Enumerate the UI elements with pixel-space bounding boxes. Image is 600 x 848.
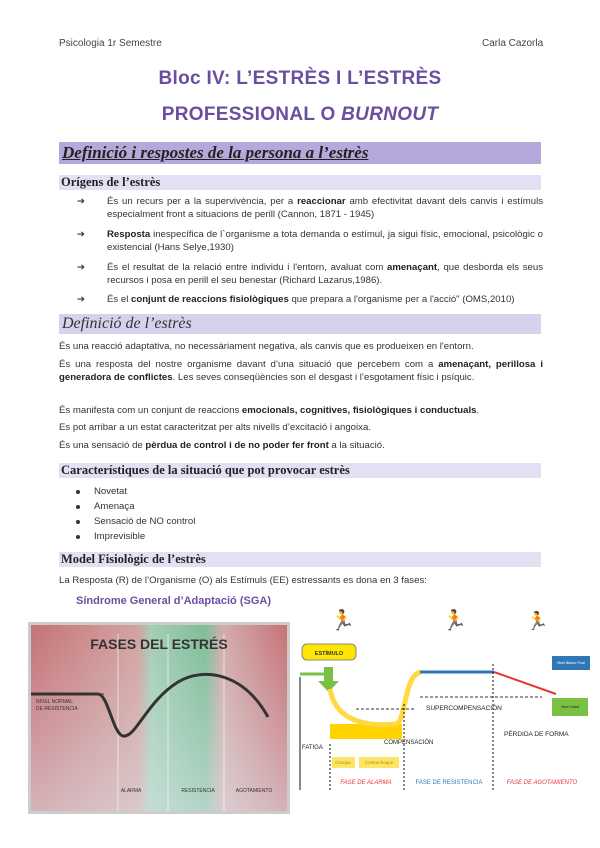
para-text: És manifesta com un conjunt de reaccions bbox=[59, 405, 242, 416]
subsection-model bbox=[59, 552, 541, 567]
fases-estres-figure bbox=[28, 622, 290, 814]
para-text: És una sensació de bbox=[59, 440, 146, 451]
origen-item bbox=[77, 261, 543, 288]
bullet-icon bbox=[76, 505, 80, 509]
header-left: Psicologia 1r Semestre bbox=[59, 38, 162, 49]
fatiga-label: FATIGA bbox=[302, 745, 323, 751]
section-definicio-respostes bbox=[59, 142, 541, 164]
sga-figure bbox=[296, 604, 592, 794]
item-text: És un recurs per a la supervivència, per a bbox=[107, 196, 298, 207]
item-text: És el resultat de la relació entre individu i l'entorn, avaluat com bbox=[107, 262, 387, 273]
definicio-paragraph bbox=[59, 358, 543, 385]
section-title: Definició i respostes de la persona a l’estrès bbox=[62, 143, 369, 162]
item-text: inespecífica de l`organisme a tota demanda o estímul, ja sigui físic, emocional, psicològic o existencial (Hans Selye,1930) bbox=[107, 229, 543, 254]
bullet-text: Sensació de NO control bbox=[94, 516, 196, 527]
header-right: Carla Cazorla bbox=[482, 38, 544, 49]
phase-label: AGOTAMIENTO bbox=[235, 788, 273, 794]
para-bold: amenaçant, perillosa i generadora de conflictes bbox=[59, 359, 543, 384]
para-text: És una resposta del nostre organisme davant d’una situació que percebem com a bbox=[59, 359, 439, 370]
fase-resistencia-label: FASE DE RESISTENCIA bbox=[415, 780, 483, 786]
page-title-line1: Bloc IV: L’ESTRÈS I L’ESTRÈS bbox=[158, 68, 442, 89]
arrow-icon: ➔ bbox=[77, 262, 86, 273]
bullet-item bbox=[76, 516, 195, 527]
item-text: que prepara a l'organisme per a l'acció" (OMS,2010) bbox=[288, 294, 515, 305]
para-text: a la situació. bbox=[328, 440, 385, 451]
para-bold: emocionals, cognitives, fisiològiques i conductuals bbox=[241, 405, 477, 416]
subsection-caracteristiques bbox=[59, 463, 541, 478]
definicio-paragraph bbox=[59, 340, 543, 353]
down-arrow-icon bbox=[324, 667, 333, 681]
compensacion-label: COMPENSACIÓN bbox=[384, 740, 434, 746]
bullet-item bbox=[76, 531, 145, 542]
estimulo-label: ESTÍMULO bbox=[314, 651, 344, 657]
para-text: . bbox=[476, 405, 480, 416]
item-text: És el bbox=[107, 294, 131, 305]
item-text: , que desborda els seus recursos i posa en perill el seu benestar (Richard Lazarus,1986). bbox=[107, 262, 543, 287]
subsection-origens bbox=[59, 175, 541, 190]
model-intro: La Resposta (R) de l’Organisme (O) als Estímuls (EE) estressants es dona en 3 fases: bbox=[59, 575, 427, 586]
title-line2-text: PROFESSIONAL O bbox=[161, 104, 342, 125]
origen-item bbox=[77, 293, 543, 306]
subsection-title: Model Fisiològic de l’estrès bbox=[61, 552, 206, 566]
definicio-paragraph bbox=[59, 439, 543, 452]
item-bold: reaccionar bbox=[297, 196, 346, 207]
origen-item bbox=[77, 228, 543, 255]
nivel-label: NIVEL NORMAL bbox=[36, 699, 74, 705]
runner-icon: 🏃 bbox=[442, 610, 467, 632]
arrow-icon: ➔ bbox=[77, 196, 86, 207]
figure-title: FASES DEL ESTRÉS bbox=[90, 636, 228, 652]
para-bold: pèrdua de control i de no poder fer front bbox=[145, 440, 329, 451]
contrachoque-box bbox=[359, 757, 399, 768]
section-title: Definició de l’estrès bbox=[62, 315, 192, 332]
bullet-text: Novetat bbox=[94, 486, 128, 497]
supercomp-label: SUPERCOMPENSACIÓN bbox=[426, 705, 502, 712]
sga-label: Síndrome General d’Adaptació (SGA) bbox=[76, 595, 271, 607]
item-bold: Resposta bbox=[107, 229, 151, 240]
item-bold: amenaçant bbox=[386, 262, 438, 273]
phase-label: RESISTENCIA bbox=[181, 788, 215, 794]
item-bold: conjunt de reaccions fisiològiques bbox=[131, 294, 289, 305]
runner-icon: 🏃 bbox=[526, 611, 549, 631]
bullet-icon bbox=[76, 490, 80, 494]
choque-region bbox=[330, 724, 357, 739]
para-text: Es pot arribar a un estat caracteritzat per alts nivells d’excitació i angoixa. bbox=[59, 422, 371, 433]
para-text: És una reacció adaptativa, no necessàriament negativa, als canvis que es produeixen en l'entorn. bbox=[59, 341, 474, 352]
definicio-paragraph bbox=[59, 421, 543, 434]
curve-area bbox=[31, 625, 287, 811]
bullet-icon bbox=[76, 535, 80, 539]
fase-agotamiento-label: FASE DE AGOTAMIENTO bbox=[506, 780, 578, 786]
item-text: amb efectivitat davant dels canvis i estímuls especialment front a situacions de perill (Cannon, 1871 - 1945) bbox=[107, 196, 543, 221]
choque-box bbox=[332, 757, 355, 768]
phase-label: ALARMA bbox=[120, 788, 142, 794]
nivel-inicial-label: Nivel Inicial bbox=[561, 705, 579, 709]
fase-alarma-label: FASE DE ALARMA bbox=[340, 780, 392, 786]
nivel-base-label: Nivel Básico Final bbox=[557, 661, 585, 665]
arrow-icon: ➔ bbox=[77, 294, 86, 305]
page-title-line2 bbox=[0, 104, 600, 126]
title-burnout: BURNOUT bbox=[341, 104, 439, 125]
nivel-label: DE RESISTENCIA bbox=[36, 706, 78, 712]
definicio-paragraph bbox=[59, 404, 543, 417]
origen-item bbox=[77, 195, 543, 222]
bullet-icon bbox=[76, 520, 80, 524]
bullet-text: Imprevisible bbox=[94, 531, 146, 542]
bullet-item bbox=[76, 486, 127, 497]
subsection-title: Característiques de la situació que pot provocar estrès bbox=[61, 463, 350, 477]
para-text: . Les seves conseqüències son el desgast i l’esgotament físic i psíquic. bbox=[172, 372, 475, 384]
runner-icon: 🏃 bbox=[330, 610, 355, 632]
perdida-label: PÉRDIDA DE FORMA bbox=[504, 731, 569, 738]
bullet-text: Amenaça bbox=[94, 501, 135, 512]
section-definicio bbox=[59, 314, 541, 334]
arrow-icon: ➔ bbox=[77, 229, 86, 240]
subsection-title: Orígens de l’estrès bbox=[61, 175, 161, 189]
bullet-item bbox=[76, 501, 135, 512]
